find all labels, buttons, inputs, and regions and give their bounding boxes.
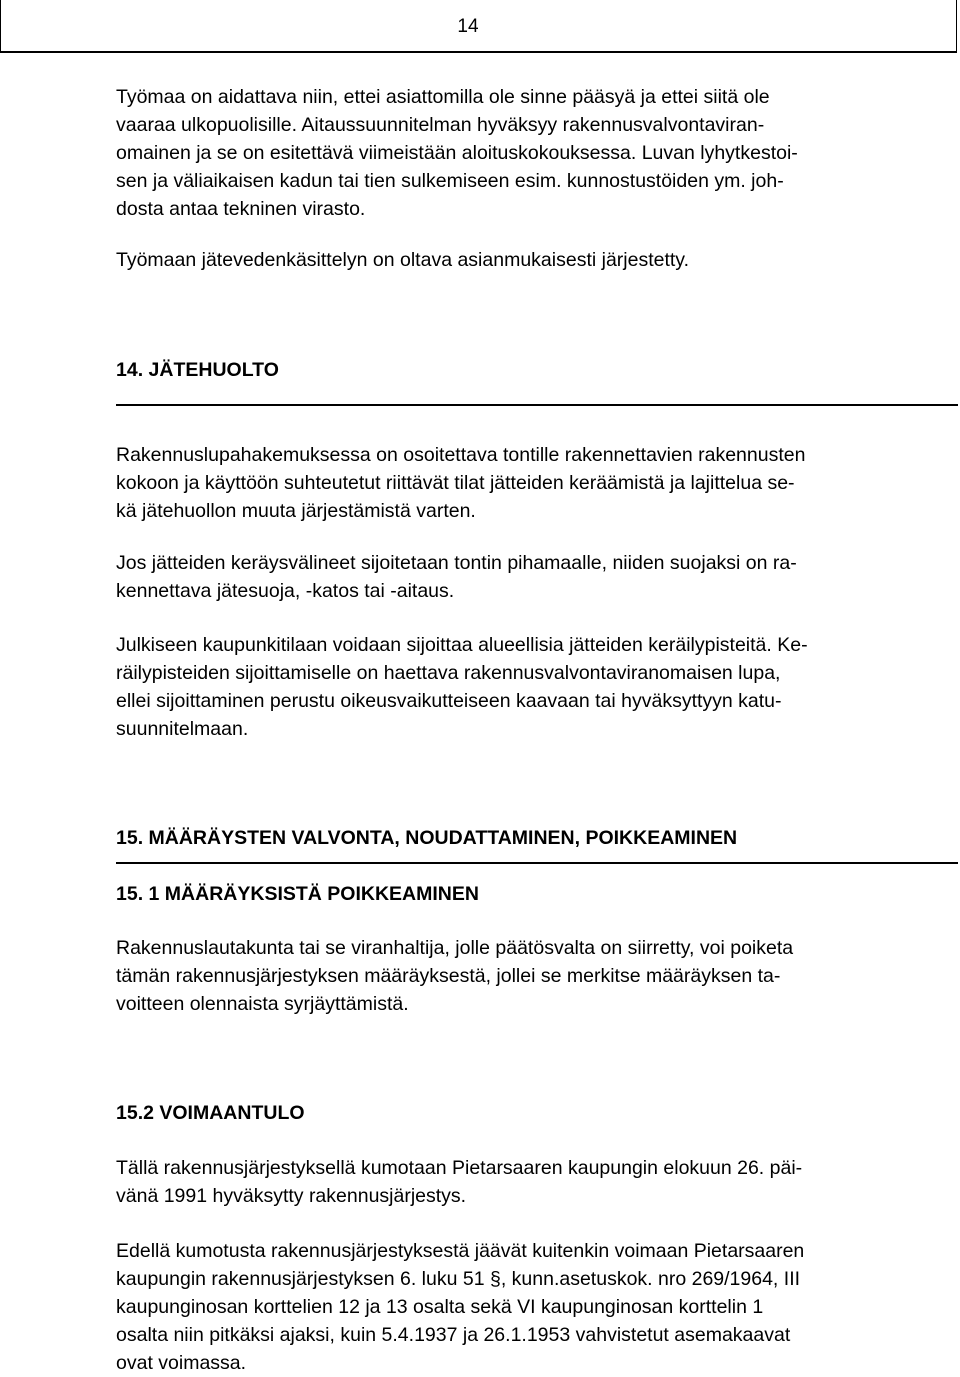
section-14-paragraph-3 bbox=[116, 631, 946, 743]
section-14-paragraph-1 bbox=[116, 441, 946, 525]
header-divider bbox=[0, 51, 957, 53]
text-line: Julkiseen kaupunkitilaan voidaan sijoittaa alueellisia jätteiden keräilypisteitä. Ke- bbox=[116, 634, 808, 656]
intro-paragraph-wastewater bbox=[116, 246, 946, 274]
section-14-heading: 14. JÄTEHUOLTO bbox=[116, 359, 279, 381]
section-15-divider bbox=[116, 862, 958, 864]
section-15-1-paragraph bbox=[116, 934, 946, 1018]
section-15-2-paragraph-1 bbox=[116, 1154, 946, 1210]
text-line: kaupunginosan korttelien 12 ja 13 osalta sekä VI kaupunginosan korttelin 1 bbox=[116, 1296, 764, 1318]
text-line: voitteen olennaista syrjäyttämistä. bbox=[116, 993, 409, 1015]
text-line: ovat voimassa. bbox=[116, 1352, 247, 1374]
text-line: Tällä rakennusjärjestyksellä kumotaan Pietarsaaren kaupungin elokuun 26. päi- bbox=[116, 1157, 803, 1179]
text-line: omainen ja se on esitettävä viimeistään aloituskokouksessa. Luvan lyhytkestoi- bbox=[116, 142, 798, 164]
text-line: dosta antaa tekninen virasto. bbox=[116, 198, 366, 220]
text-line: kä jätehuollon muuta järjestämistä varten. bbox=[116, 500, 476, 522]
text-line: sen ja väliaikaisen kadun tai tien sulkemiseen esim. kunnostustöiden ym. joh- bbox=[116, 170, 784, 192]
text-line: Jos jätteiden keräysvälineet sijoitetaan tontin pihamaalle, niiden suojaksi on ra- bbox=[116, 552, 797, 574]
text-line: Edellä kumotusta rakennusjärjestyksestä jäävät kuitenkin voimaan Pietarsaaren bbox=[116, 1240, 805, 1262]
header-border-right bbox=[956, 0, 957, 52]
section-15-2-paragraph-2 bbox=[116, 1237, 946, 1377]
text-line: suunnitelmaan. bbox=[116, 718, 249, 740]
page-number: 14 bbox=[457, 16, 479, 37]
text-line: kaupungin rakennusjärjestyksen 6. luku 51 §, kunn.asetuskok. nro 269/1964, III bbox=[116, 1268, 801, 1290]
text-line: Rakennuslautakunta tai se viranhaltija, jolle päätösvalta on siirretty, voi poiketa bbox=[116, 937, 794, 959]
text-line: Rakennuslupahakemuksessa on osoitettava tontille rakennettavien rakennusten bbox=[116, 444, 806, 466]
section-15-1-heading: 15. 1 MÄÄRÄYKSISTÄ POIKKEAMINEN bbox=[116, 883, 479, 905]
text-line: räilypisteiden sijoittamiselle on haettava rakennusvalvontaviranomaisen lupa, bbox=[116, 662, 781, 684]
section-14-divider bbox=[116, 404, 958, 406]
text-line: Työmaan jätevedenkäsittelyn on oltava asianmukaisesti järjestetty. bbox=[116, 249, 690, 271]
intro-paragraph-fencing bbox=[116, 83, 946, 223]
section-15-heading: 15. MÄÄRÄYSTEN VALVONTA, NOUDATTAMINEN, POIKKEAMINEN bbox=[116, 827, 738, 849]
text-line: ellei sijoittaminen perustu oikeusvaikutteiseen kaavaan tai hyväksyttyyn katu- bbox=[116, 690, 782, 712]
text-line: vänä 1991 hyväksytty rakennusjärjestys. bbox=[116, 1185, 467, 1207]
text-line: kennettava jätesuoja, -katos tai -aitaus. bbox=[116, 580, 455, 602]
text-line: tämän rakennusjärjestyksen määräyksestä, jollei se merkitse määräyksen ta- bbox=[116, 965, 781, 987]
text-line: kokoon ja käyttöön suhteutetut riittävät tilat jätteiden keräämistä ja lajittelua se- bbox=[116, 472, 795, 494]
section-14-paragraph-2 bbox=[116, 549, 946, 605]
text-line: vaaraa ulkopuolisille. Aitaussuunnitelman hyväksyy rakennusvalvontaviran- bbox=[116, 114, 765, 136]
section-15-2-heading: 15.2 VOIMAANTULO bbox=[116, 1102, 305, 1124]
text-line: Työmaa on aidattava niin, ettei asiattomilla ole sinne pääsyä ja ettei siitä ole bbox=[116, 86, 770, 108]
text-line: osalta niin pitkäksi ajaksi, kuin 5.4.1937 ja 26.1.1953 vahvistetut asemakaavat bbox=[116, 1324, 791, 1346]
